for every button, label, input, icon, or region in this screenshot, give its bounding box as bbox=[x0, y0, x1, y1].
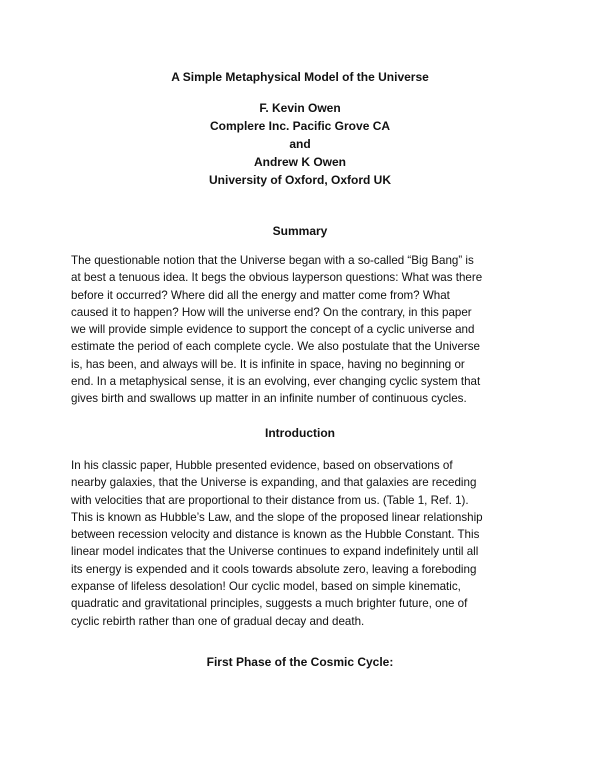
author-line: and bbox=[289, 137, 311, 151]
text-line: end. In a metaphysical sense, it is an evolving, ever changing cyclic system that bbox=[71, 375, 481, 389]
author-block bbox=[0, 99, 600, 189]
summary-heading: Summary bbox=[272, 224, 328, 238]
author-line: F. Kevin Owen bbox=[259, 101, 341, 115]
first-phase-heading: First Phase of the Cosmic Cycle: bbox=[206, 655, 394, 669]
text-line: between recession velocity and distance is known as the Hubble Constant. This bbox=[71, 528, 480, 542]
text-line: its energy is expended and it cools towards absolute zero, leaving a foreboding bbox=[71, 562, 477, 576]
author-line: Andrew K Owen bbox=[253, 155, 346, 169]
text-line: expanse of lifeless desolation! Our cyclic model, based on simple kinematic, bbox=[71, 580, 461, 594]
introduction-heading: Introduction bbox=[265, 426, 335, 440]
text-line: nearby galaxies, that the Universe is expanding, and that galaxies are receding bbox=[71, 476, 477, 490]
author-line: Complere Inc. Pacific Grove CA bbox=[209, 119, 391, 133]
text-line: In his classic paper, Hubble presented evidence, based on observations of bbox=[71, 459, 453, 472]
text-line: with velocities that are proportional to their distance from us. (Table 1, Ref. 1). bbox=[71, 493, 469, 507]
text-line: quadratic and gravitational principles, suggests a much brighter future, one of bbox=[71, 597, 468, 611]
paper-title: A Simple Metaphysical Model of the Universe bbox=[171, 70, 429, 84]
text-line: The questionable notion that the Universe began with a so-called “Big Bang” is bbox=[71, 254, 474, 267]
introduction-paragraph bbox=[71, 457, 533, 630]
text-line: cyclic rebirth rather than one of gradual decay and death. bbox=[71, 614, 365, 628]
summary-paragraph bbox=[71, 252, 533, 408]
text-line: is, has been, and always will be. It is infinite in space, having no beginning or bbox=[71, 357, 465, 371]
text-line: we will provide simple evidence to support the concept of a cyclic universe and bbox=[71, 323, 475, 337]
text-line: This is known as Hubble’s Law, and the slope of the proposed linear relationship bbox=[71, 510, 483, 524]
text-line: caused it to happen? How will the universe end? On the contrary, in this paper bbox=[71, 305, 472, 319]
text-line: linear model indicates that the Universe continues to expand indefinitely until all bbox=[71, 545, 479, 559]
text-line: at best a tenuous idea. It begs the obvious layperson questions: What was there bbox=[71, 271, 483, 285]
text-line: gives birth and swallows up matter in an infinite number of continuous cycles. bbox=[71, 392, 467, 406]
author-line: University of Oxford, Oxford UK bbox=[208, 173, 392, 187]
text-line: estimate the period of each complete cycle. We also postulate that the Universe bbox=[71, 340, 481, 354]
text-line: before it occurred? Where did all the energy and matter come from? What bbox=[71, 288, 450, 302]
